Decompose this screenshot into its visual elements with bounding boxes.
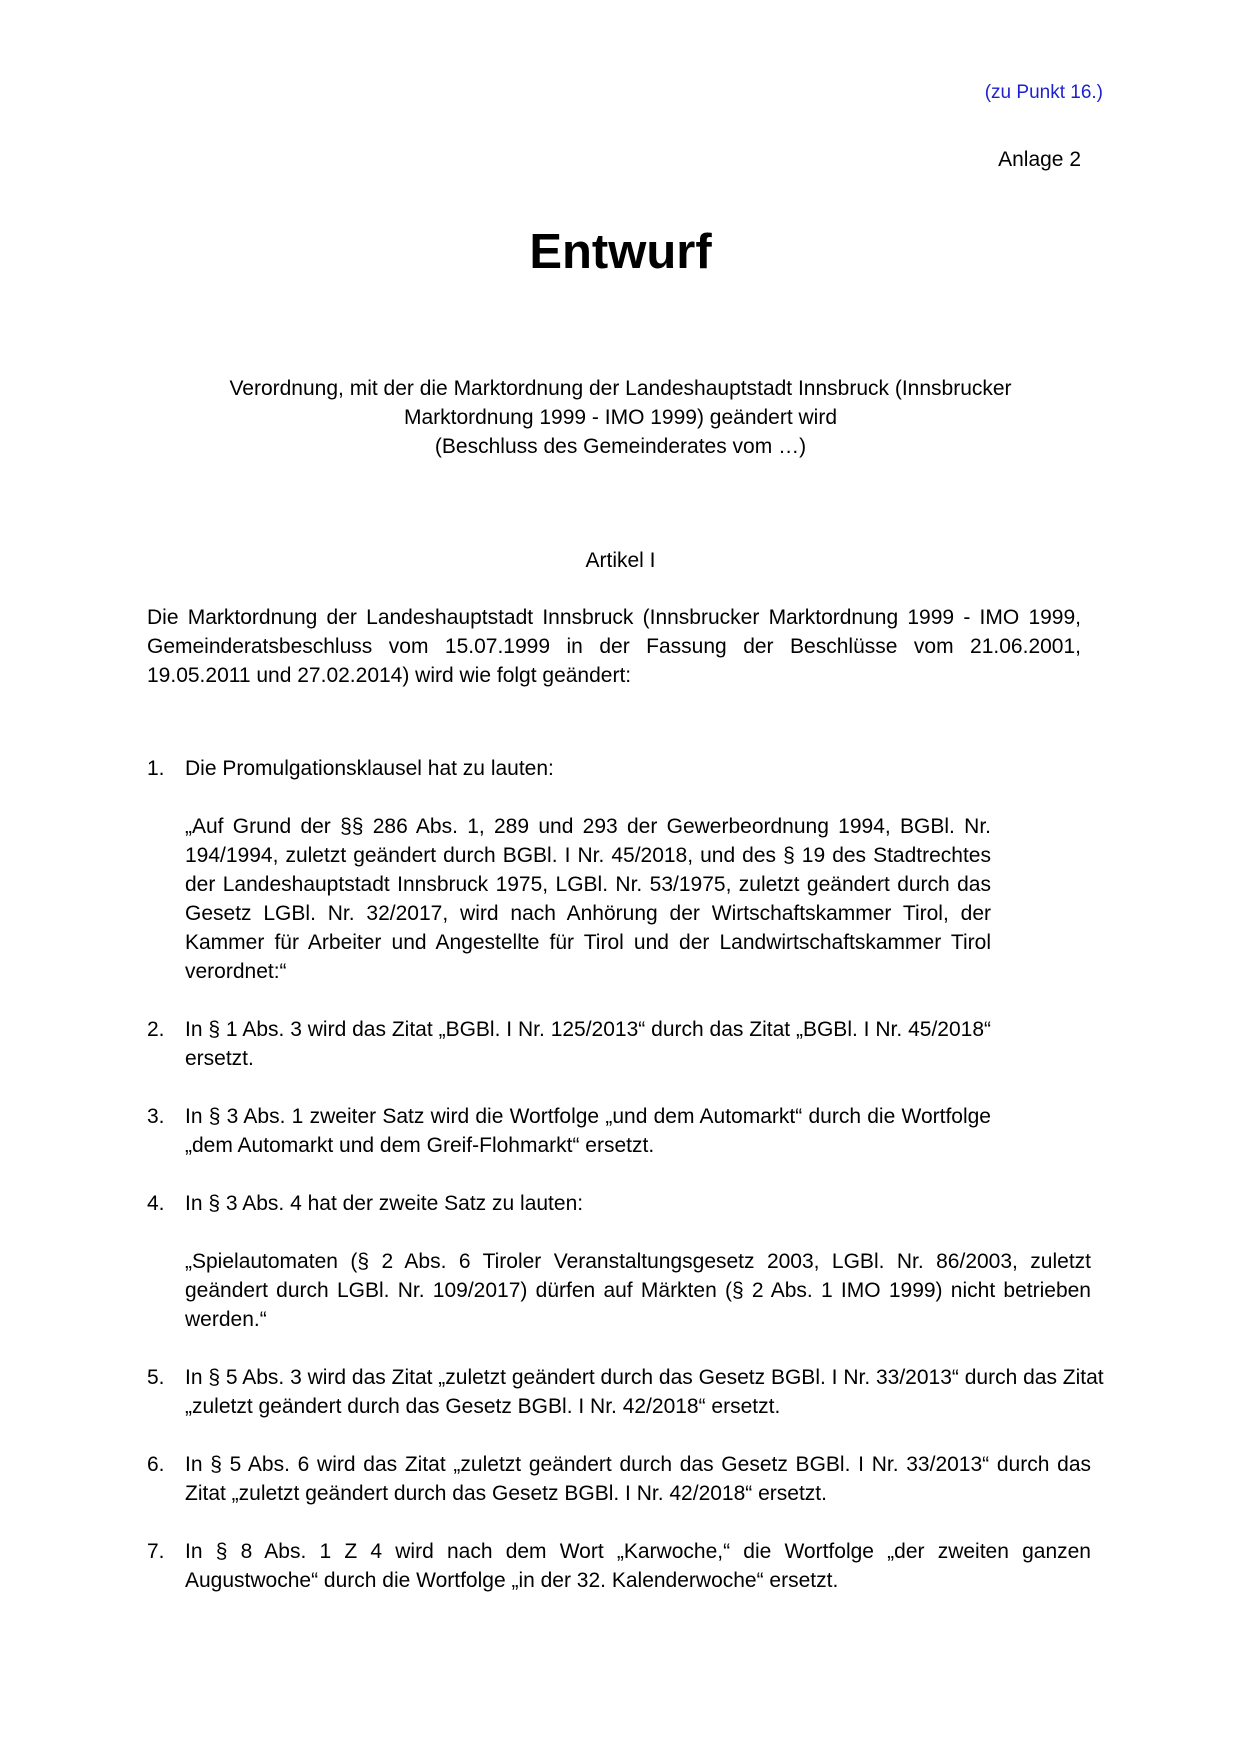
item-number: 4. — [147, 1192, 165, 1215]
agenda-reference: (zu Punkt 16.) — [984, 82, 1103, 103]
item-text: In § 3 Abs. 1 zweiter Satz wird die Wortfolge „und dem Automarkt“ durch die Wortfolge „dem Automarkt und dem Greif-Flohmarkt“ ersetzt. — [185, 1105, 991, 1157]
item-number: 5. — [147, 1366, 165, 1389]
amendment-item — [147, 1537, 1102, 1595]
item-text: Die Promulgationsklausel hat zu lauten: — [185, 757, 554, 780]
amendment-item — [147, 1363, 1102, 1421]
item-text: In § 8 Abs. 1 Z 4 wird nach dem Wort „Karwoche,“ die Wortfolge „der zweiten ganzen Augustwoche“ durch die Wortfolge „in der 32. Kalenderwoche“ ersetzt. — [185, 1540, 1091, 1592]
amendment-item — [147, 1102, 1102, 1160]
document-subtitle — [150, 374, 1091, 461]
item-quote: „Auf Grund der §§ 286 Abs. 1, 289 und 293 der Gewerbeordnung 1994, BGBl. Nr. 194/1994, zuletzt geändert durch BGBl. I Nr. 45/2018, und des § 19 des Stadtrechtes der Landeshauptstadt Innsbruck 1975, LGBl. Nr. 53/1975, zuletzt geändert durch das Gesetz LGBl. Nr. 32/2017, wird nach Anhörung der Wirtschaftskammer Tirol, der Kammer für Arbeiter und Angestellte für Tirol und der Landwirtschaftskammer Tirol verordnet:“ — [185, 815, 991, 983]
intro-paragraph: Die Marktordnung der Landeshauptstadt Innsbruck (Innsbrucker Marktordnung 1999 - IMO 1999, Gemeinderatsbeschluss vom 15.07.1999 in der Fassung der Beschlüsse vom 21.06.2001, 19.05.2011 und 27.02.2014) wird wie folgt geändert: — [147, 606, 1081, 687]
item-text: In § 5 Abs. 3 wird das Zitat „zuletzt geändert durch das Gesetz BGBl. I Nr. 33/2013“ durch das Zitat „zuletzt geändert durch das Gesetz BGBl. I Nr. 42/2018“ ersetzt. — [185, 1366, 1104, 1418]
item-text: In § 5 Abs. 6 wird das Zitat „zuletzt geändert durch das Gesetz BGBl. I Nr. 33/2013“ durch das Zitat „zuletzt geändert durch das Gesetz BGBl. I Nr. 42/2018“ ersetzt. — [185, 1453, 1091, 1505]
item-number: 1. — [147, 757, 165, 780]
item-text: In § 3 Abs. 4 hat der zweite Satz zu lauten: — [185, 1192, 584, 1215]
item-quote: „Spielautomaten (§ 2 Abs. 6 Tiroler Veranstaltungsgesetz 2003, LGBl. Nr. 86/2003, zuletzt geändert durch LGBl. Nr. 109/2017) dürfen auf Märkten (§ 2 Abs. 1 IMO 1999) nicht betrieben werden.“ — [185, 1250, 1091, 1331]
amendment-list — [147, 754, 1102, 1624]
item-number: 6. — [147, 1453, 165, 1476]
subtitle-line: (Beschluss des Gemeinderates vom …) — [434, 435, 807, 458]
item-number: 7. — [147, 1540, 165, 1563]
amendment-item — [147, 1015, 1102, 1073]
amendment-item — [147, 1450, 1102, 1508]
subtitle-line: Verordnung, mit der die Marktordnung der Landeshauptstadt Innsbruck (Innsbrucker — [229, 377, 1012, 400]
article-heading: Artikel I — [585, 549, 656, 572]
item-text: In § 1 Abs. 3 wird das Zitat „BGBl. I Nr. 125/2013“ durch das Zitat „BGBl. I Nr. 45/2018“ ersetzt. — [185, 1018, 991, 1070]
item-number: 2. — [147, 1018, 165, 1041]
amendment-item — [147, 1189, 1102, 1334]
subtitle-line: Marktordnung 1999 - IMO 1999) geändert wird — [403, 406, 838, 429]
document-title: Entwurf — [529, 225, 712, 279]
amendment-item — [147, 754, 1102, 986]
item-number: 3. — [147, 1105, 165, 1128]
attachment-label: Anlage 2 — [998, 148, 1081, 171]
